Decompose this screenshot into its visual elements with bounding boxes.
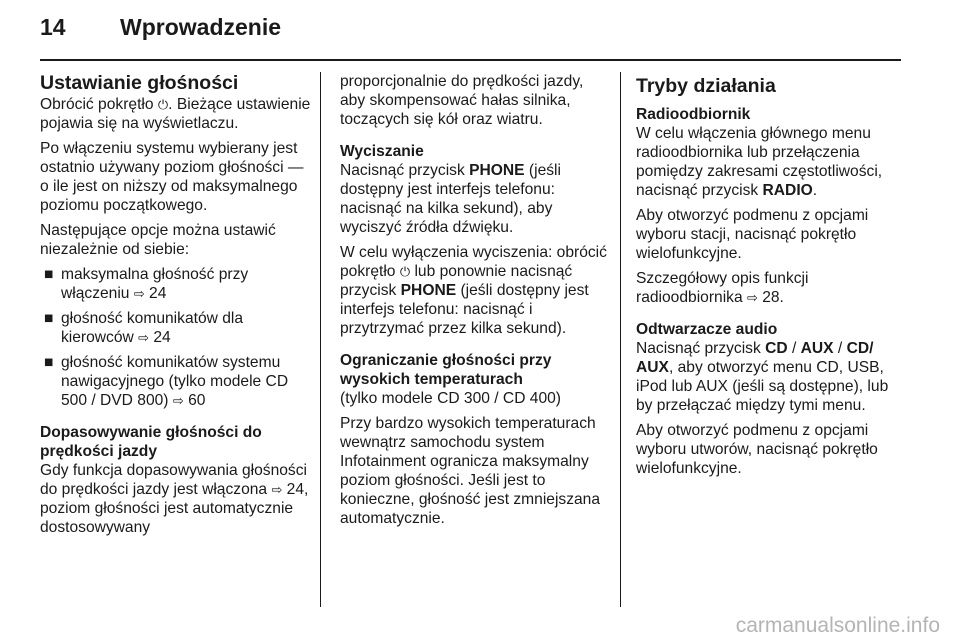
paragraph: W celu wyłączenia wyciszenia: obrócić pokrętło ⏻ lub ponownie nacisnąć przycisk PHONE (jeśli dostępny jest interfejs telefonu: nacisnąć i przytrzymać przez kilka sekund). bbox=[340, 244, 607, 337]
key-aux: AUX bbox=[800, 340, 834, 357]
paragraph: Przy bardzo wysokich temperaturach wewnątrz samochodu system Infotainment ogranicza maksymalny poziom głośności. Jeśli jest to konieczne, głośność jest zmniejszana automatycznie. bbox=[340, 415, 601, 527]
page-ref-icon[interactable]: ⇨ bbox=[138, 330, 150, 345]
paragraph: Aby otworzyć podmenu z opcjami wyboru stacji, nacisnąć pokrętło wielofunkcyjne. bbox=[636, 207, 869, 262]
section-heading-modes: Tryby działania bbox=[636, 75, 776, 97]
power-knob-icon: ⏻ bbox=[157, 97, 169, 112]
header-divider bbox=[40, 59, 901, 61]
sub-heading-speed-volume: Dopasowywanie głośności do prędkości jazdy bbox=[40, 424, 262, 460]
bullet-list bbox=[40, 265, 316, 410]
paragraph: (tylko modele CD 300 / CD 400) bbox=[340, 390, 562, 407]
paragraph: Gdy funkcja dopasowywania głośności do prędkości jazdy jest włączona ⇨ 24, poziom głośności jest automatycznie dostosowywany bbox=[40, 462, 309, 536]
column-1 bbox=[40, 72, 316, 543]
key-phone: PHONE bbox=[400, 282, 457, 299]
sub-heading-audio-players: Odtwarzacze audio bbox=[636, 321, 778, 338]
key-phone: PHONE bbox=[469, 162, 525, 179]
list-item: ■ głośność komunikatów dla kierowców ⇨ 24 bbox=[44, 310, 244, 346]
page-ref-icon[interactable]: ⇨ bbox=[746, 290, 758, 305]
column-divider bbox=[320, 72, 321, 607]
page-ref-icon[interactable]: ⇨ bbox=[172, 393, 184, 408]
column-divider bbox=[620, 72, 621, 607]
watermark: carmanualsonline.info bbox=[735, 614, 940, 637]
bullet-icon: ■ bbox=[44, 354, 54, 371]
key-cd-aux: CD/ AUX bbox=[636, 340, 874, 376]
paragraph: Nacisnąć przycisk CD / AUX / CD/ AUX, aby otworzyć menu CD, USB, iPod lub AUX (jeśli są dostępne), lub by przełączać między tymi menu. bbox=[636, 340, 889, 414]
bullet-icon: ■ bbox=[44, 266, 54, 283]
sub-heading-temperature-limit: Ograniczanie głośności przy wysokich temperaturach bbox=[340, 352, 552, 388]
column-2 bbox=[340, 72, 608, 534]
paragraph: Nacisnąć przycisk PHONE (jeśli dostępny jest interfejs telefonu: nacisnąć na kilka sekund), aby wyciszyć źródła dźwięku. bbox=[340, 162, 561, 236]
key-cd: CD bbox=[765, 340, 788, 357]
paragraph: Szczegółowy opis funkcji radioodbiornika ⇨ 28. bbox=[636, 270, 809, 306]
chapter-title: Wprowadzenie bbox=[120, 14, 282, 40]
list-item: ■ głośność komunikatów systemu nawigacyjnego (tylko modele CD 500 / DVD 800) ⇨ 60 bbox=[44, 354, 289, 409]
paragraph: Następujące opcje można ustawić niezależnie od siebie: bbox=[40, 222, 276, 258]
power-knob-icon: ⏻ bbox=[399, 264, 411, 279]
bullet-icon: ■ bbox=[44, 310, 54, 327]
key-radio: RADIO bbox=[762, 182, 813, 199]
paragraph: proporcjonalnie do prędkości jazdy, aby skompensować hałas silnika, toczących się kół oraz wiatru. bbox=[340, 73, 584, 128]
list-item: ■ maksymalna głośność przy włączeniu ⇨ 24 bbox=[44, 266, 249, 302]
page-ref-icon[interactable]: ⇨ bbox=[271, 482, 283, 497]
paragraph: Po włączeniu systemu wybierany jest ostatnio używany poziom głośności — o ile jest on niższy od maksymalnego poziomu początkowego. bbox=[40, 140, 304, 214]
sub-heading-radio: Radioodbiornik bbox=[636, 106, 751, 123]
paragraph: Obrócić pokrętło ⏻. Bieżące ustawienie pojawia się na wyświetlaczu. bbox=[40, 96, 311, 132]
paragraph: W celu włączenia głównego menu radioodbiornika lub przełączenia pomiędzy zakresami częstotliwości, nacisnąć przycisk RADIO. bbox=[636, 125, 883, 199]
column-3 bbox=[636, 72, 904, 484]
page-number: 14 bbox=[40, 14, 66, 40]
section-heading-volume: Ustawianie głośności bbox=[40, 72, 239, 94]
page-ref-icon[interactable]: ⇨ bbox=[133, 286, 145, 301]
sub-heading-mute: Wyciszanie bbox=[340, 143, 424, 160]
paragraph: Aby otworzyć podmenu z opcjami wyboru utworów, nacisnąć pokrętło wielofunkcyjne. bbox=[636, 422, 878, 477]
